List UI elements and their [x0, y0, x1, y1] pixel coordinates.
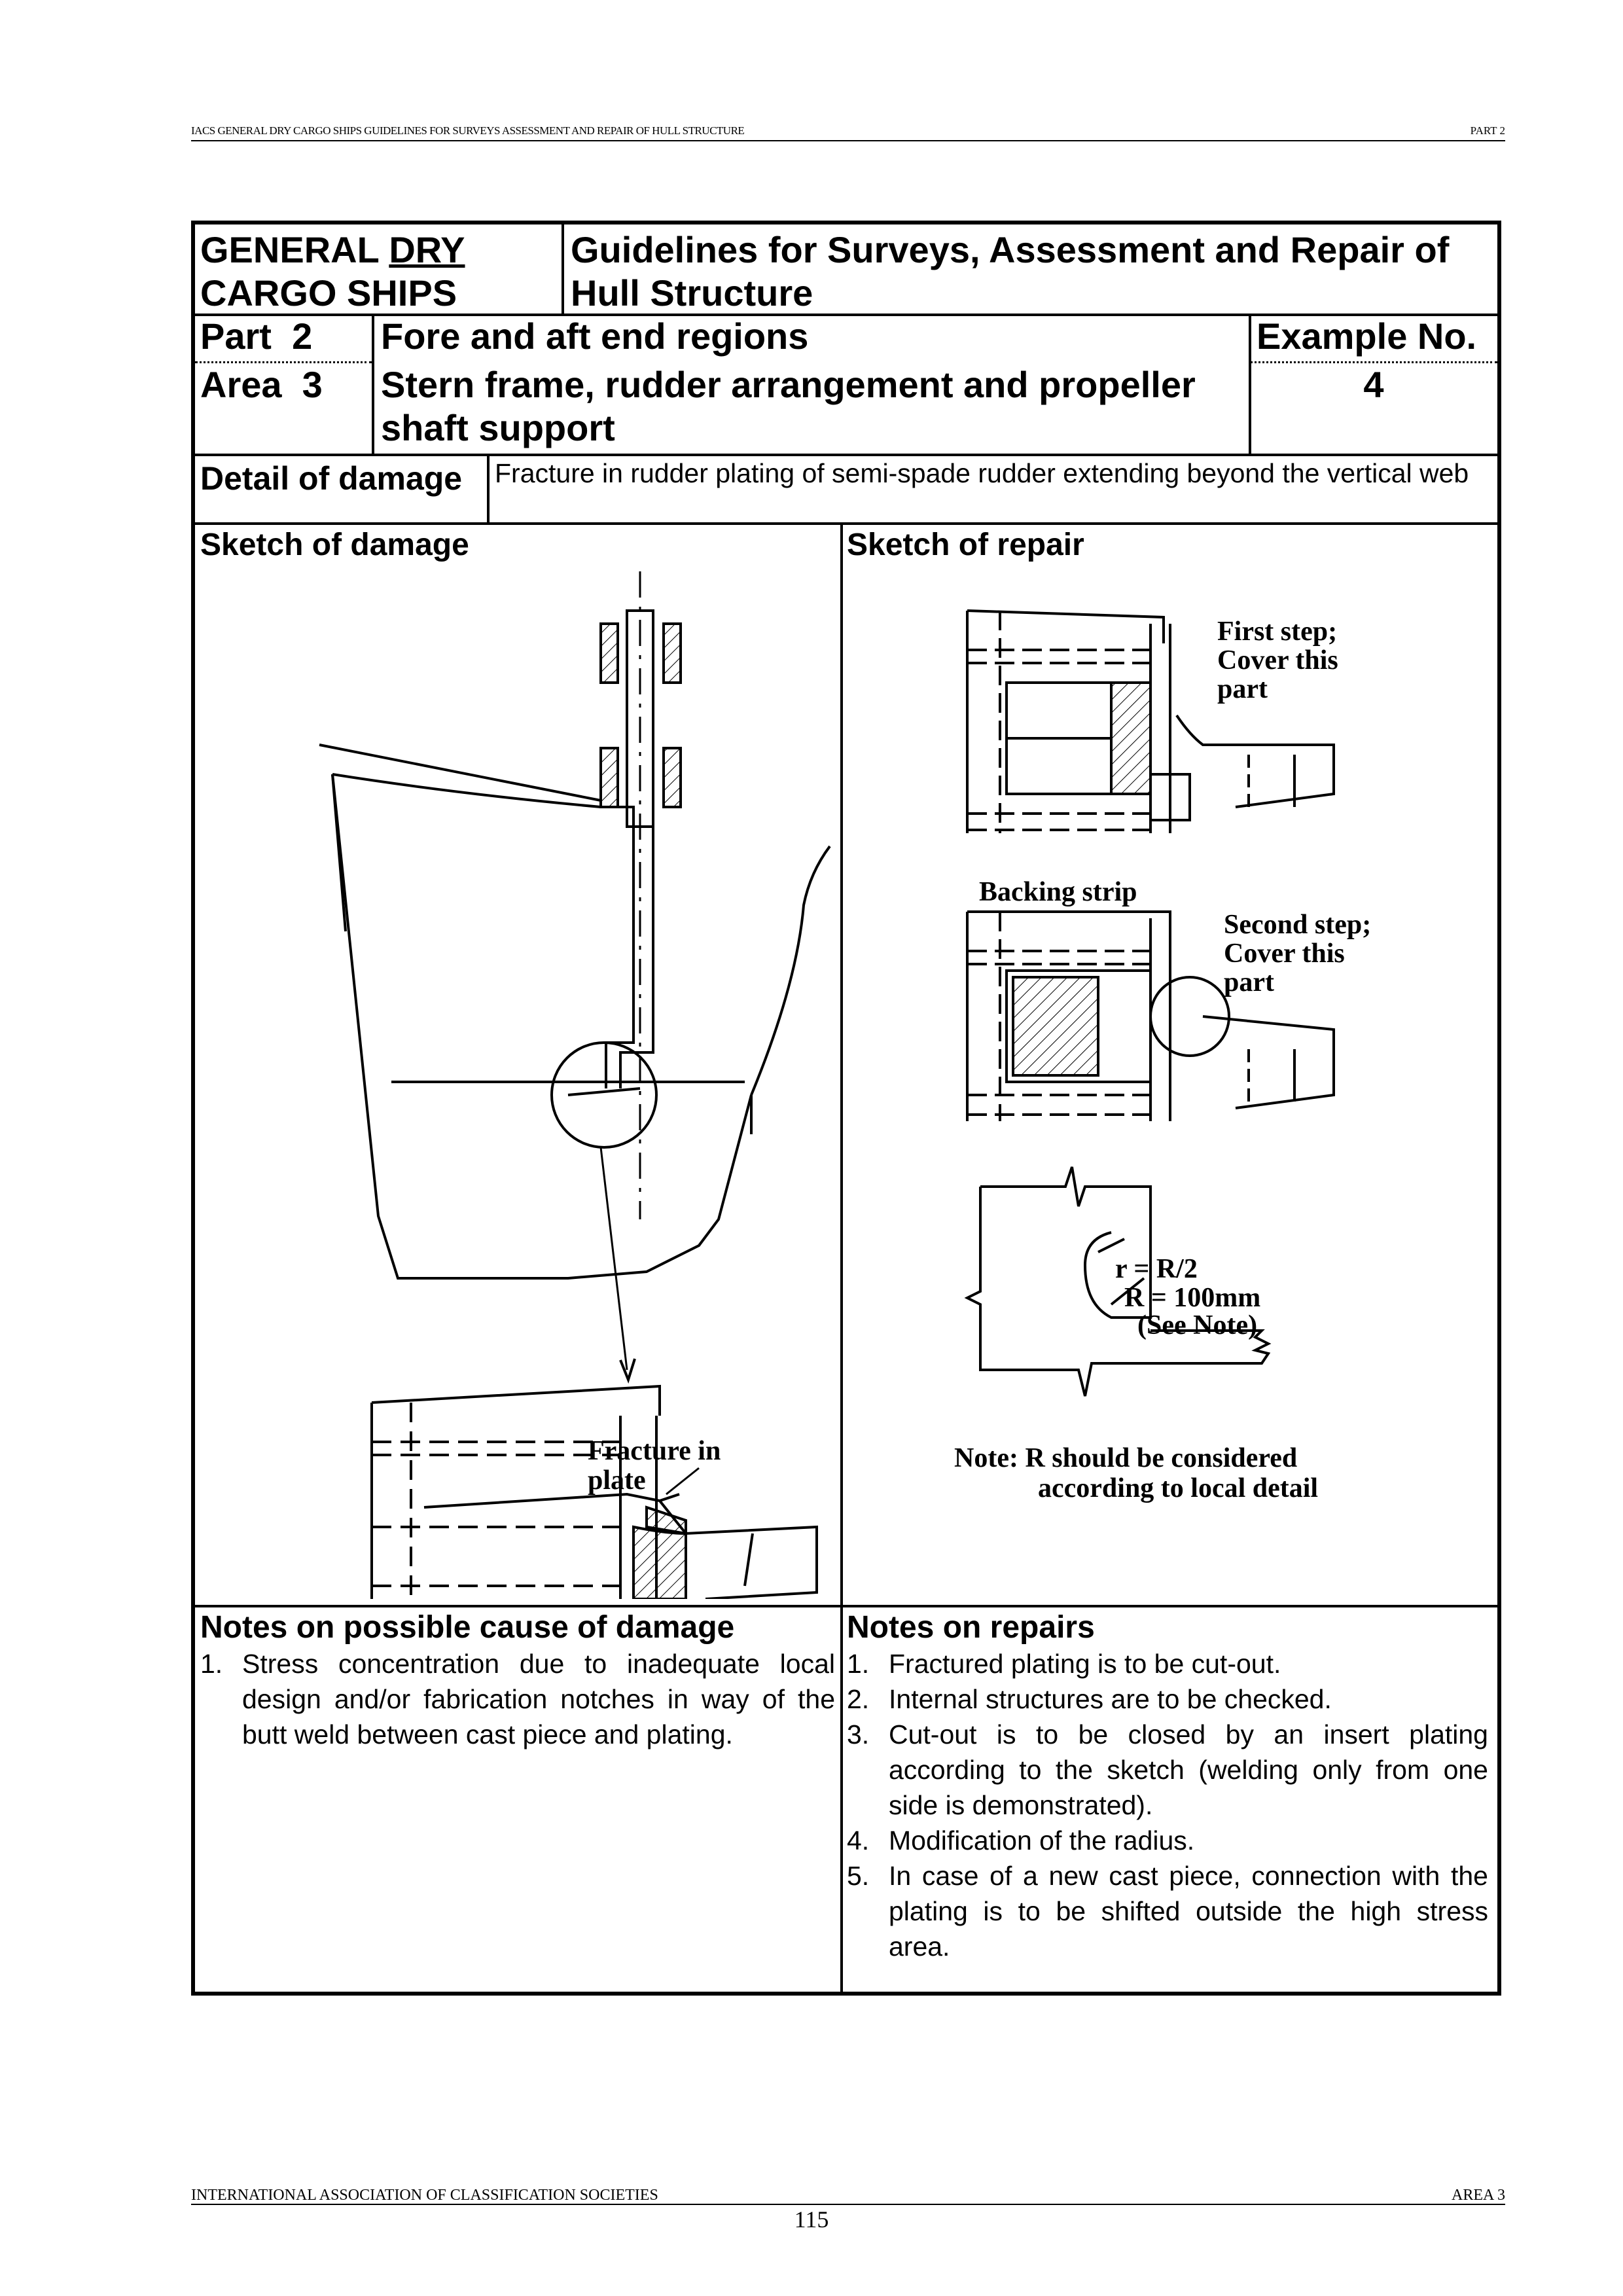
ship-type-underlined: DRY	[389, 229, 465, 270]
part-title: Fore and aft end regions	[381, 315, 809, 357]
backing-strip-label: Backing strip	[979, 877, 1137, 907]
sketch-damage-heading: Sketch of damage	[200, 528, 469, 562]
running-header-title: IACS GENERAL DRY CARGO SHIPS GUIDELINES FOR SURVEYS ASSESSMENT AND REPAIR OF HULL STRUCTURE	[191, 124, 745, 137]
detail-text: Fracture in rudder plating of semi-spade rudder extending beyond the vertical web	[495, 458, 1469, 488]
notes-repairs-heading: Notes on repairs	[847, 1610, 1095, 1645]
see-note-label: (See Note)	[1137, 1310, 1258, 1340]
page-number: 115	[794, 2206, 829, 2233]
running-header-part: PART 2	[1470, 124, 1505, 137]
area-label: Area 3	[200, 364, 323, 405]
ship-type-title: GENERAL DRY CARGO SHIPS	[200, 229, 465, 314]
footer-area: AREA 3	[1451, 2187, 1505, 2204]
footer-organisation: INTERNATIONAL ASSOCIATION OF CLASSIFICATION SOCIETIES	[191, 2187, 658, 2204]
radius-large-label: R = 100mm	[1124, 1283, 1261, 1313]
detail-label: Detail of damage	[200, 460, 463, 497]
notes-cause-heading: Notes on possible cause of damage	[200, 1610, 735, 1645]
list-item: 4. Modification of the radius.	[847, 1825, 1195, 1856]
example-sheet	[191, 221, 1501, 1996]
guidelines-title: Guidelines for Surveys, Assessment and Repair of Hull Structure	[571, 229, 1450, 314]
damage-drawing	[293, 565, 836, 1599]
repair-drawing	[954, 598, 1491, 1501]
list-item: 3. Cut-out is to be closed by an insert plating according to the sketch (welding only from one side is demonstrated).	[847, 1719, 1488, 1820]
sketch-repair-heading: Sketch of repair	[847, 528, 1084, 562]
running-header	[191, 124, 1505, 141]
list-item: 1. Stress concentration due to inadequate local design and/or fabrication notches in way of the butt weld between cast piece and plating.	[200, 1649, 835, 1749]
radius-small-label: r = R/2	[1115, 1254, 1198, 1284]
example-label: Example No.	[1257, 315, 1477, 357]
second-step-label: Second step; Cover this part	[1224, 910, 1372, 997]
fracture-label-line1: Fracture in	[588, 1436, 721, 1466]
list-item: 1. Fractured plating is to be cut-out.	[847, 1649, 1281, 1679]
footer	[191, 2188, 1505, 2205]
fracture-label-line2: plate	[588, 1465, 646, 1496]
notes-cause	[200, 1609, 835, 1752]
list-item: 2. Internal structures are to be checked.	[847, 1684, 1332, 1714]
repair-note: Note: R should be considered according to local detail	[954, 1443, 1319, 1503]
first-step-label: First step; Cover this part	[1217, 617, 1338, 704]
notes-repairs	[847, 1609, 1488, 1964]
area-title: Stern frame, rudder arrangement and propeller shaft support	[381, 364, 1196, 448]
notes-repairs-list	[847, 1646, 1488, 1964]
notes-cause-list	[200, 1646, 835, 1752]
example-number: 4	[1363, 364, 1384, 405]
list-item: 5. In case of a new cast piece, connection with the plating is to be shifted outside the high stress area.	[847, 1861, 1488, 1962]
part-label: Part 2	[200, 315, 313, 357]
